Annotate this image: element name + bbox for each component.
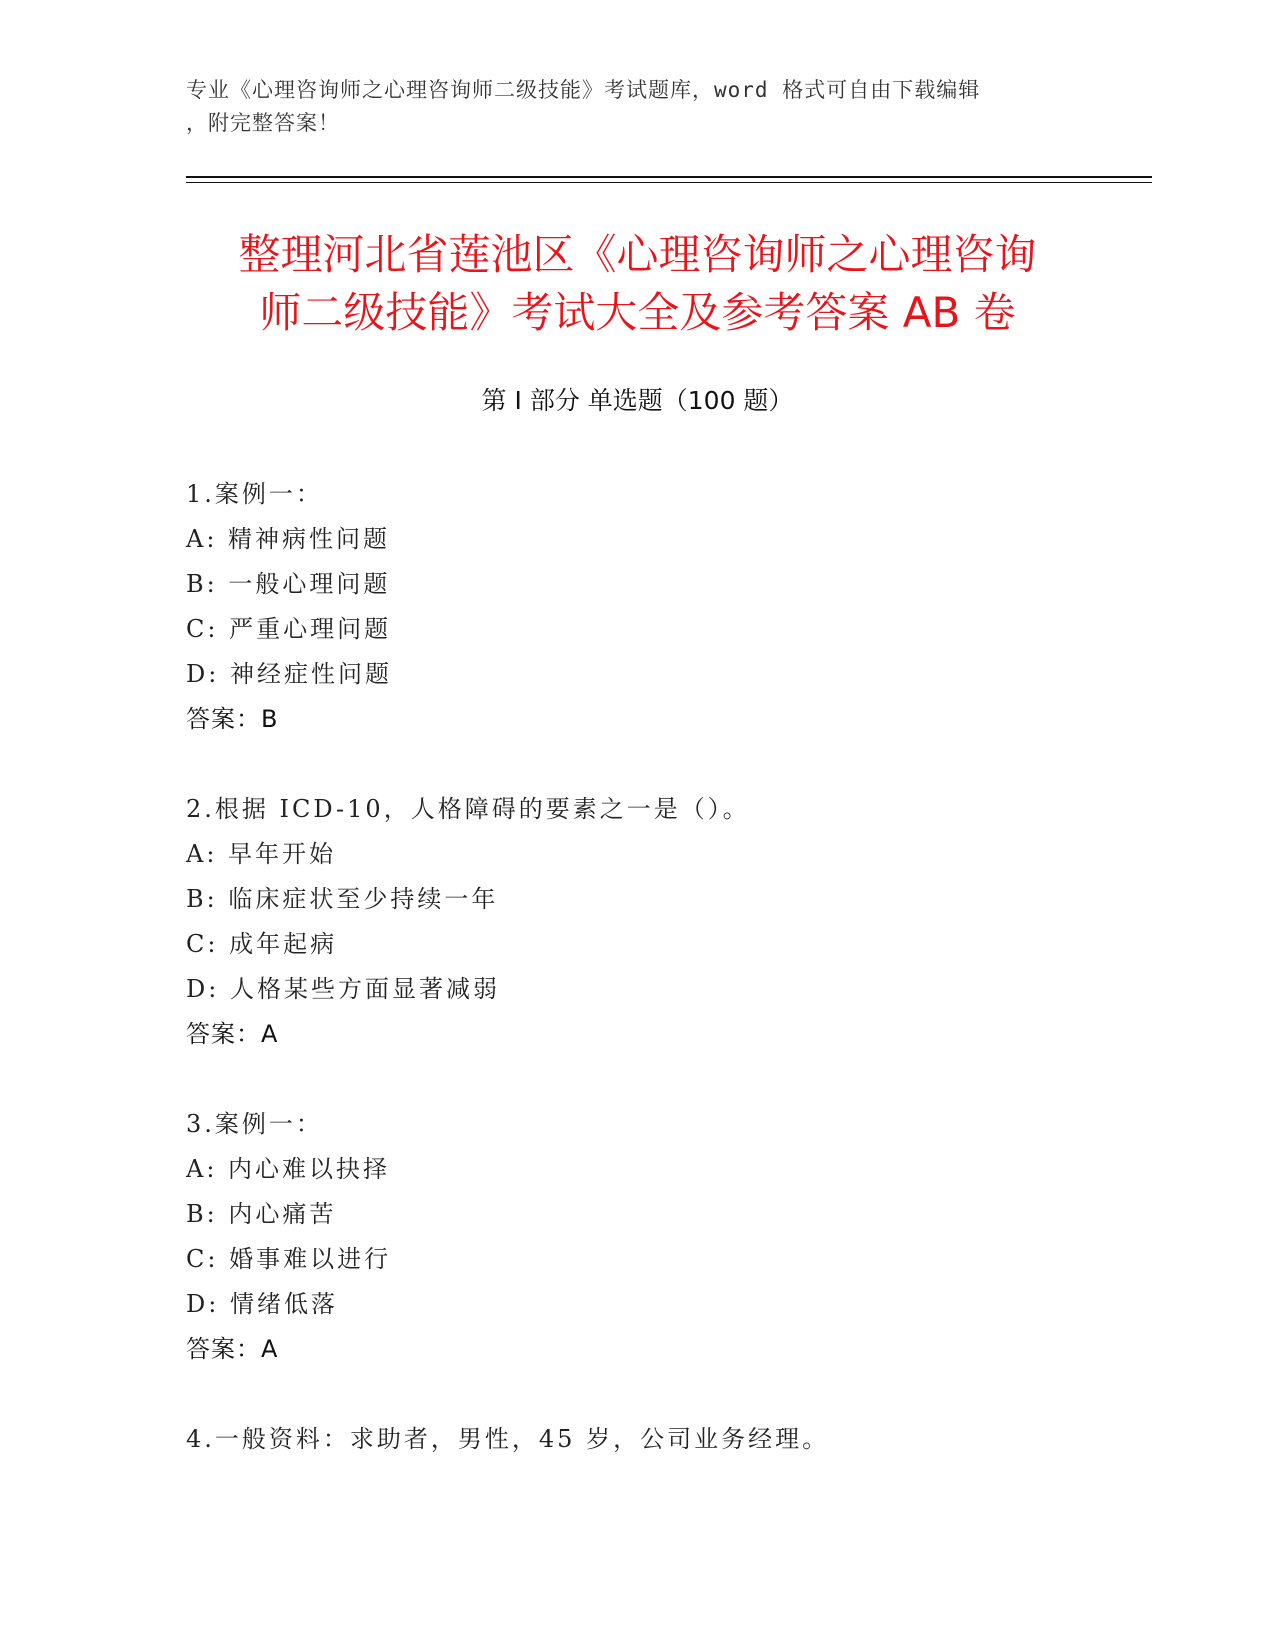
document-title-line-2: 师二级技能》考试大全及参考答案 AB 卷: [259, 288, 1016, 337]
question-2: [186, 787, 1146, 1057]
document-title-line-1: 整理河北省莲池区《心理咨询师之心理咨询: [238, 230, 1037, 279]
header-note-line-1: 专业《心理咨询师之心理咨询师二级技能》考试题库，word 格式可自由下载编辑: [186, 78, 981, 102]
question-stem: 1.案例一：: [186, 480, 323, 508]
option-a: A: 早年开始: [186, 840, 337, 868]
option-a: A: 精神病性问题: [186, 525, 391, 553]
option-d: D: 人格某些方面显著减弱: [186, 975, 500, 1003]
question-1: [186, 472, 1146, 742]
header-note-line-2: ，附完整答案！: [186, 111, 340, 135]
header-divider-thick: [186, 176, 1152, 178]
answer: 答案：A: [186, 1335, 279, 1363]
option-c: C: 婚事难以进行: [186, 1245, 392, 1273]
document-title: [150, 226, 1125, 342]
option-b: B: 一般心理问题: [186, 570, 391, 598]
option-d: D: 神经症性问题: [186, 660, 392, 688]
answer: 答案：B: [186, 705, 279, 733]
question-4: [186, 1417, 1146, 1462]
question-stem: 3.案例一：: [186, 1110, 323, 1138]
section-title: 第 I 部分 单选题（100 题）: [481, 386, 794, 415]
question-3: [186, 1102, 1146, 1372]
option-c: C: 严重心理问题: [186, 615, 392, 643]
answer: 答案：A: [186, 1020, 279, 1048]
option-a: A: 内心难以抉择: [186, 1155, 391, 1183]
option-d: D: 情绪低落: [186, 1290, 338, 1318]
option-b: B: 内心痛苦: [186, 1200, 337, 1228]
option-c: C: 成年起病: [186, 930, 338, 958]
question-list: [186, 472, 1146, 1507]
option-b: B: 临床症状至少持续一年: [186, 885, 499, 913]
question-stem: 4.一般资料：求助者，男性，45 岁，公司业务经理。: [186, 1425, 830, 1453]
question-stem: 2.根据 ICD-10，人格障碍的要素之一是（）。: [186, 795, 750, 823]
header-note: [186, 74, 1086, 140]
header-divider-thin: [186, 182, 1152, 183]
